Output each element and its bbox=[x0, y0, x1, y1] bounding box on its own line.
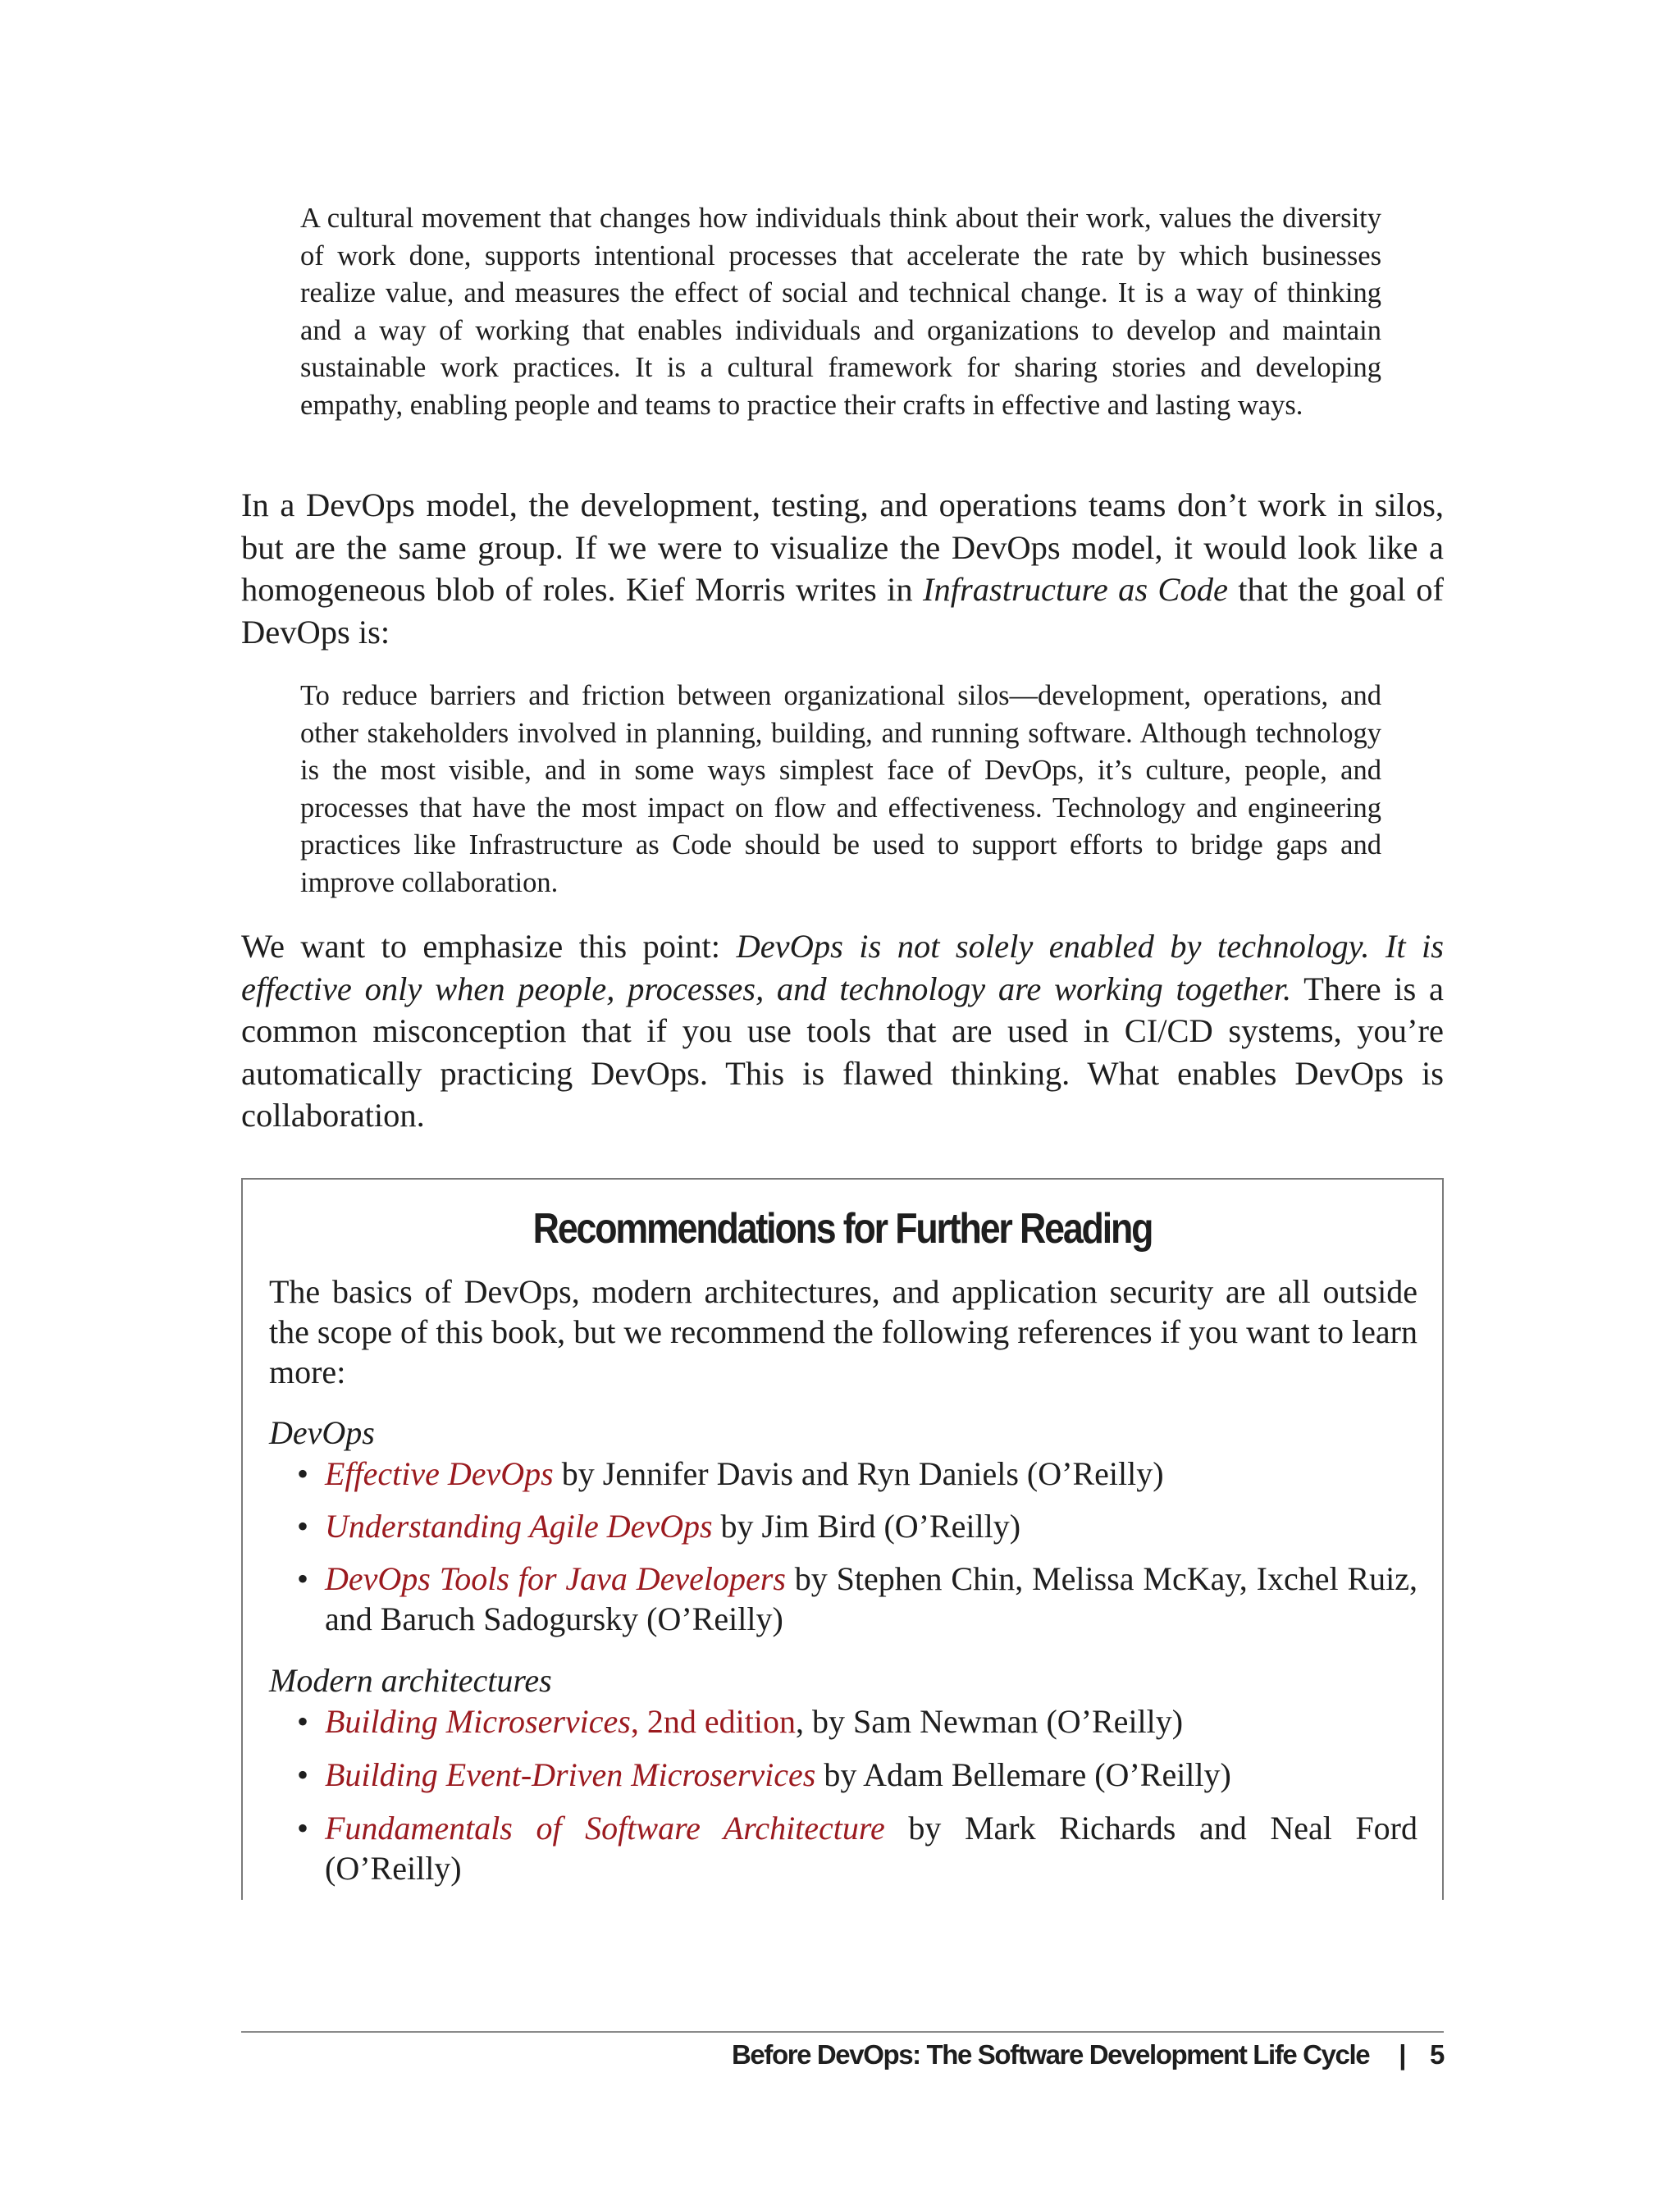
list-item bbox=[297, 1454, 1418, 1494]
footer-rule bbox=[241, 2031, 1444, 2033]
paragraph-2-text-start: We want to emphasize this point: bbox=[241, 928, 737, 965]
category-heading-devops: DevOps bbox=[269, 1414, 375, 1451]
page-number: 5 bbox=[1430, 2039, 1444, 2070]
paragraph-2-text-end: There is a common misconception that if you use tools that are used in CI/CD systems, you’re automatically practicing DevOps. This is flawed thinking. What enables DevOps is collaboration. bbox=[241, 970, 1444, 1134]
sidebar-title: Recommendations for Further Reading bbox=[532, 1205, 1153, 1253]
paragraph-1-text-start: In a DevOps model, the development, testing, and operations teams don’t work in silos, but are the same group. If we were to visualize the DevOps model, it would look like a homogeneous blob of roles. Kief Morris writes in bbox=[241, 486, 1444, 608]
category-heading-modern-architectures: Modern architectures bbox=[269, 1662, 552, 1699]
list-item bbox=[297, 1559, 1418, 1639]
footer-separator: | bbox=[1399, 2039, 1406, 2070]
book-link-devops-tools-for-java-developers[interactable]: DevOps Tools for Java Developers bbox=[325, 1560, 786, 1597]
quote-block-2: To reduce barriers and friction between organizational silos—development, operations, and other stakeholders involved in planning, building, and running software. Although technology is the most visible, and in some ways simplest face of DevOps, it’s culture, people, and processes that have the most impact on flow and effectiveness. Technology and engineering practices like Infrastructure as Code should be used to support efforts to bridge gaps and improve collaboration. bbox=[300, 680, 1381, 898]
book-title-building-microservices: Building Microservices bbox=[325, 1703, 631, 1740]
book-author-text: by Jennifer Davis and Ryn Daniels (O’Reilly) bbox=[553, 1455, 1164, 1492]
paragraph-1-text-end: that the goal of DevOps is: bbox=[241, 571, 1444, 651]
book-link-understanding-agile-devops[interactable]: Understanding Agile DevOps bbox=[325, 1508, 713, 1545]
list-item bbox=[297, 1755, 1418, 1795]
quote-block-1: A cultural movement that changes how individuals think about their work, values the diversity of work done, supports intentional processes that accelerate the rate by which businesses realize value, and measures the effect of social and technical change. It is a way of thinking and a way of working that enables individuals and organizations to develop and maintain sustainable work practices. It is a cultural framework for sharing stories and developing empathy, enabling people and teams to practice their crafts in effective and lasting ways. bbox=[300, 203, 1381, 421]
bullet-icon: • bbox=[297, 1455, 309, 1492]
book-author-text: by Stephen Chin, Melissa McKay, Ixchel Ruiz, and Baruch Sadogursky (O’Reilly) bbox=[325, 1560, 1418, 1637]
page-footer bbox=[732, 2039, 1444, 2070]
sidebar-intro: The basics of DevOps, modern architectures, and application security are all outside the scope of this book, but we recommend the following references if you want to learn more: bbox=[269, 1273, 1418, 1390]
book-author-text: by Mark Richards and Neal Ford (O’Reilly) bbox=[325, 1810, 1418, 1887]
emphasis-statement: DevOps is not solely enabled by technology. It is effective only when people, processes, and technology are working together. bbox=[241, 928, 1444, 1007]
chapter-title: Before DevOps: The Software Development Life Cycle bbox=[731, 2039, 1370, 2070]
book-author-text: by Jim Bird (O’Reilly) bbox=[712, 1508, 1021, 1545]
body-paragraph-1 bbox=[241, 484, 1444, 653]
body-paragraph-2 bbox=[241, 925, 1444, 1137]
book-author-text: by Adam Bellemare (O’Reilly) bbox=[815, 1756, 1231, 1793]
list-item bbox=[297, 1506, 1418, 1546]
book-link-building-microservices[interactable] bbox=[325, 1703, 796, 1740]
list-item bbox=[297, 1808, 1418, 1888]
further-reading-sidebar bbox=[241, 1178, 1444, 1900]
book-link-effective-devops[interactable]: Effective DevOps bbox=[325, 1455, 554, 1492]
bullet-icon: • bbox=[297, 1703, 309, 1740]
bullet-icon: • bbox=[297, 1756, 309, 1793]
book-edition: , 2nd edition bbox=[630, 1703, 796, 1740]
book-author-text: , by Sam Newman (O’Reilly) bbox=[795, 1703, 1184, 1740]
book-title-infrastructure-as-code: Infrastructure as Code bbox=[923, 571, 1228, 608]
bullet-icon: • bbox=[297, 1810, 309, 1847]
bullet-icon: • bbox=[297, 1560, 309, 1597]
bullet-icon: • bbox=[297, 1508, 309, 1545]
book-link-building-event-driven-microservices[interactable]: Building Event-Driven Microservices bbox=[325, 1756, 816, 1793]
list-item bbox=[297, 1701, 1418, 1742]
book-link-fundamentals-of-software-architecture[interactable]: Fundamentals of Software Architecture bbox=[325, 1810, 885, 1847]
